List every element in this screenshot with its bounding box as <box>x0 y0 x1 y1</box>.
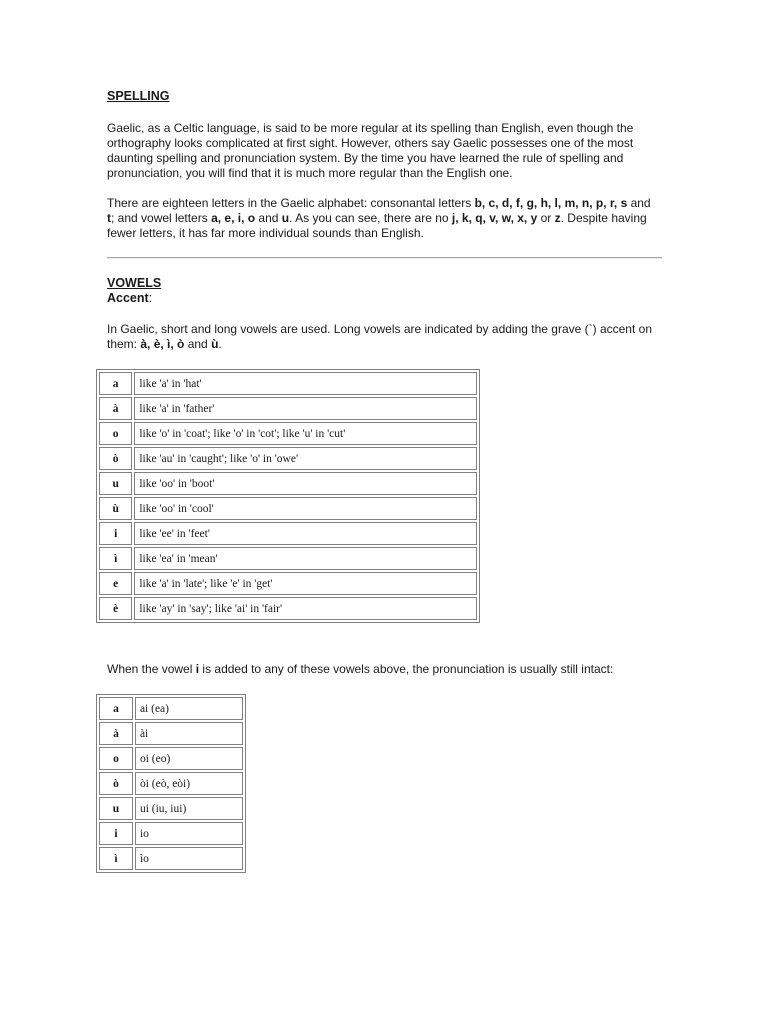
pronunciation-cell: like 'au' in 'caught'; like 'o' in 'owe' <box>134 447 477 470</box>
pronunciation-cell: like 'oo' in 'boot' <box>134 472 477 495</box>
pronunciation-cell: like 'a' in 'father' <box>134 397 477 420</box>
table-row <box>99 797 243 820</box>
text-span: and <box>184 337 212 351</box>
table-row <box>99 822 243 845</box>
pronunciation-cell: like 'o' in 'coat'; like 'o' in 'cot'; like 'u' in 'cut' <box>134 422 477 445</box>
spelling-heading: SPELLING <box>107 89 170 103</box>
table-row <box>99 497 477 520</box>
vowel-letter-cell: u <box>99 472 132 495</box>
vowel-pronunciation-table <box>96 369 480 623</box>
table-row <box>99 697 243 720</box>
vowel-letter-cell: e <box>99 572 132 595</box>
vowel-letter-cell: ù <box>99 497 132 520</box>
table-row <box>99 472 477 495</box>
spelling-paragraph-1: Gaelic, as a Celtic language, is said to be more regular at its spelling than English, even though the orthography looks complicated at first sight. However, others say Gaelic possesses one of the most daunting spelling and pronunciation system. By the time you have learned the rule of spelling and pronunciation, you will find that it is much more regular than the English one. <box>107 121 634 180</box>
table-row <box>99 747 243 770</box>
combination-cell: ai (ea) <box>135 697 243 720</box>
combination-cell: oi (eo) <box>135 747 243 770</box>
table-row <box>99 572 477 595</box>
table-row <box>99 722 243 745</box>
pronunciation-cell: like 'a' in 'late'; like 'e' in 'get' <box>134 572 477 595</box>
pronunciation-cell: like 'ay' in 'say'; like 'ai' in 'fair' <box>134 597 477 620</box>
consonant-letter-t: t <box>107 211 111 225</box>
vowel-letter-cell: à <box>99 722 133 745</box>
table-row <box>99 522 477 545</box>
vowel-letter-cell: i <box>99 522 132 545</box>
vowel-letter-cell: ò <box>99 772 133 795</box>
vowel-letter-cell: u <box>99 797 133 820</box>
vowel-letter-cell: ò <box>99 447 132 470</box>
combination-cell: ui (iu, iui) <box>135 797 243 820</box>
vowel-letter-u: u <box>281 211 290 225</box>
text-span: and <box>255 211 282 225</box>
accent-subheading <box>107 291 152 305</box>
accent-intro-paragraph <box>107 322 657 352</box>
combination-cell: òi (eò, eòi) <box>135 772 243 795</box>
horizontal-divider <box>107 257 662 259</box>
vowel-letter-cell: ì <box>99 847 133 870</box>
text-span: or <box>537 211 555 225</box>
vowel-letters: a, e, i, o <box>211 211 256 225</box>
table-row <box>99 372 477 395</box>
text-span: and <box>627 196 651 210</box>
text-span: In Gaelic, short and long vowels are used. Long vowels are indicated by adding the grave (`) accent on them: <box>107 322 652 351</box>
vowel-letter-cell: à <box>99 397 132 420</box>
vowel-letter-i: i <box>195 662 200 676</box>
table-row <box>99 597 477 620</box>
combination-cell: ìo <box>135 847 243 870</box>
accent-label: Accent <box>107 291 149 305</box>
text-span: When the vowel <box>107 662 196 676</box>
vowel-letter-cell: a <box>99 697 133 720</box>
missing-letters: j, k, q, v, w, x, y <box>451 211 538 225</box>
vowel-i-combination-table <box>96 694 246 873</box>
pronunciation-cell: like 'oo' in 'cool' <box>134 497 477 520</box>
missing-letter-z: z <box>554 211 561 225</box>
accented-letters: à, è, ì, ò <box>140 337 185 351</box>
accented-letter-u: ù <box>211 337 219 351</box>
vowel-letter-cell: è <box>99 597 132 620</box>
text-span: ; and vowel letters <box>111 211 212 225</box>
text-span: . As you can see, there are no <box>289 211 452 225</box>
table-row <box>99 447 477 470</box>
text-span: . <box>218 337 222 351</box>
vowel-letter-cell: o <box>99 422 132 445</box>
combination-cell: ài <box>135 722 243 745</box>
vowels-heading: VOWELS <box>107 276 162 290</box>
vowel-letter-cell: i <box>99 822 133 845</box>
vowel-letter-cell: o <box>99 747 133 770</box>
table-row <box>99 397 477 420</box>
accent-colon: : <box>148 291 153 305</box>
table-row <box>99 847 243 870</box>
text-span: There are eighteen letters in the Gaelic alphabet: consonantal letters <box>107 196 475 210</box>
table-row <box>99 422 477 445</box>
combination-cell: io <box>135 822 243 845</box>
table-row <box>99 772 243 795</box>
spelling-paragraph-2 <box>107 196 657 241</box>
text-span: is added to any of these vowels above, the pronunciation is usually still intact: <box>199 662 614 676</box>
vowel-i-note <box>107 662 657 677</box>
pronunciation-cell: like 'ea' in 'mean' <box>134 547 477 570</box>
pronunciation-cell: like 'a' in 'hat' <box>134 372 477 395</box>
table-row <box>99 547 477 570</box>
consonant-letters: b, c, d, f, g, h, l, m, n, p, r, s <box>474 196 628 210</box>
vowel-letter-cell: a <box>99 372 132 395</box>
pronunciation-cell: like 'ee' in 'feet' <box>134 522 477 545</box>
vowel-letter-cell: ì <box>99 547 132 570</box>
text-span: . Despite having fewer letters, it has far more individual sounds than English. <box>107 211 647 240</box>
